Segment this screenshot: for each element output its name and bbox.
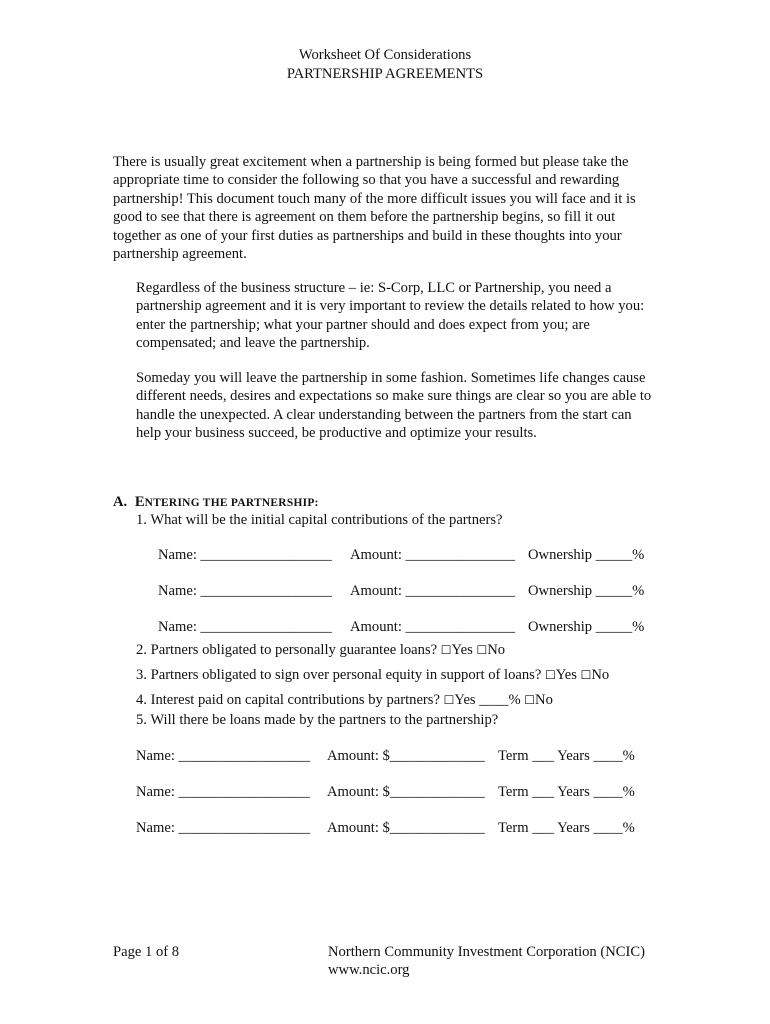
no-checkbox[interactable]: ☐	[580, 668, 592, 682]
loan-name-field[interactable]: Name: __________________	[136, 820, 310, 836]
intro-paragraph-1: There is usually great excitement when a partnership is being formed but please take the appropriate time to consider the following so that you have a successful and rewarding partnership! This document touch many of the more difficult issues you will face and it is good to see that there is agreement on them before the partnership begins, so fill it out together as one of your first duties as partnerships and build in these thoughts into your partnership agreement.	[113, 154, 636, 263]
page-number: Page 1 of 8	[113, 944, 180, 960]
capital-ownership-field[interactable]: Ownership _____%	[528, 547, 645, 563]
no-label: No	[591, 667, 610, 683]
question-2-text: 2. Partners obligated to personally guarantee loans?	[136, 642, 441, 658]
question-5: 5. Will there be loans made by the partners to the partnership?	[136, 712, 499, 728]
yes-checkbox[interactable]: ☐	[440, 643, 452, 657]
no-label: No	[487, 642, 506, 658]
loan-name-field[interactable]: Name: __________________	[136, 748, 310, 764]
document-subtitle: PARTNERSHIP AGREEMENTS	[286, 66, 484, 82]
question-3-text: 3. Partners obligated to sign over personal equity in support of loans?	[136, 667, 545, 683]
loan-amount-field[interactable]: Amount: $_____________	[327, 784, 485, 800]
footer-url[interactable]: www.ncic.org	[328, 962, 410, 978]
section-a-heading	[113, 494, 319, 511]
capital-name-field[interactable]: Name: __________________	[158, 583, 332, 599]
yes-checkbox[interactable]: ☐	[544, 668, 556, 682]
capital-amount-field[interactable]: Amount: _______________	[350, 619, 515, 635]
section-letter: A.	[113, 494, 128, 510]
question-3	[136, 667, 609, 684]
no-checkbox[interactable]: ☐	[476, 643, 488, 657]
question-4-text: 4. Interest paid on capital contributions by partners?	[136, 692, 444, 708]
question-2	[136, 642, 505, 659]
section-title-rest: NTERING THE PARTNERSHIP:	[144, 497, 319, 509]
loan-term-field[interactable]: Term ___ Years ____%	[498, 784, 635, 800]
yes-label: Yes	[451, 642, 473, 658]
capital-ownership-field[interactable]: Ownership _____%	[528, 583, 645, 599]
loan-amount-field[interactable]: Amount: $_____________	[327, 820, 485, 836]
yes-checkbox[interactable]: ☐	[443, 693, 455, 707]
section-title-first: E	[134, 494, 145, 510]
yes-label: Yes ____%	[454, 692, 525, 708]
intro-paragraph-2: Regardless of the business structure – ie: S-Corp, LLC or Partnership, you need a partnership agreement and it is very important to review the details related to how you: enter the partnership; what your partner should and does expect from you; are compensated; and leave the partnership.	[136, 280, 645, 352]
capital-amount-field[interactable]: Amount: _______________	[350, 547, 515, 563]
question-1: 1. What will be the initial capital contributions of the partners?	[136, 512, 503, 528]
loan-amount-field[interactable]: Amount: $_____________	[327, 748, 485, 764]
no-label: No	[535, 692, 553, 708]
loan-term-field[interactable]: Term ___ Years ____%	[498, 748, 635, 764]
loan-term-field[interactable]: Term ___ Years ____%	[498, 820, 635, 836]
capital-ownership-field[interactable]: Ownership _____%	[528, 619, 645, 635]
footer-org: Northern Community Investment Corporation (NCIC)	[328, 944, 645, 960]
loan-name-field[interactable]: Name: __________________	[136, 784, 310, 800]
no-checkbox[interactable]: ☐	[524, 693, 536, 707]
question-4	[136, 692, 553, 709]
capital-name-field[interactable]: Name: __________________	[158, 547, 332, 563]
document-title: Worksheet Of Considerations	[298, 47, 472, 63]
capital-name-field[interactable]: Name: __________________	[158, 619, 332, 635]
intro-paragraph-3: Someday you will leave the partnership in some fashion. Sometimes life changes cause different needs, desires and expectations so make sure things are clear so you are able to handle the unexpected. A clear understanding between the partners from the start can help your business succeed, be productive and optimize your results.	[136, 370, 652, 442]
capital-amount-field[interactable]: Amount: _______________	[350, 583, 515, 599]
yes-label: Yes	[555, 667, 577, 683]
